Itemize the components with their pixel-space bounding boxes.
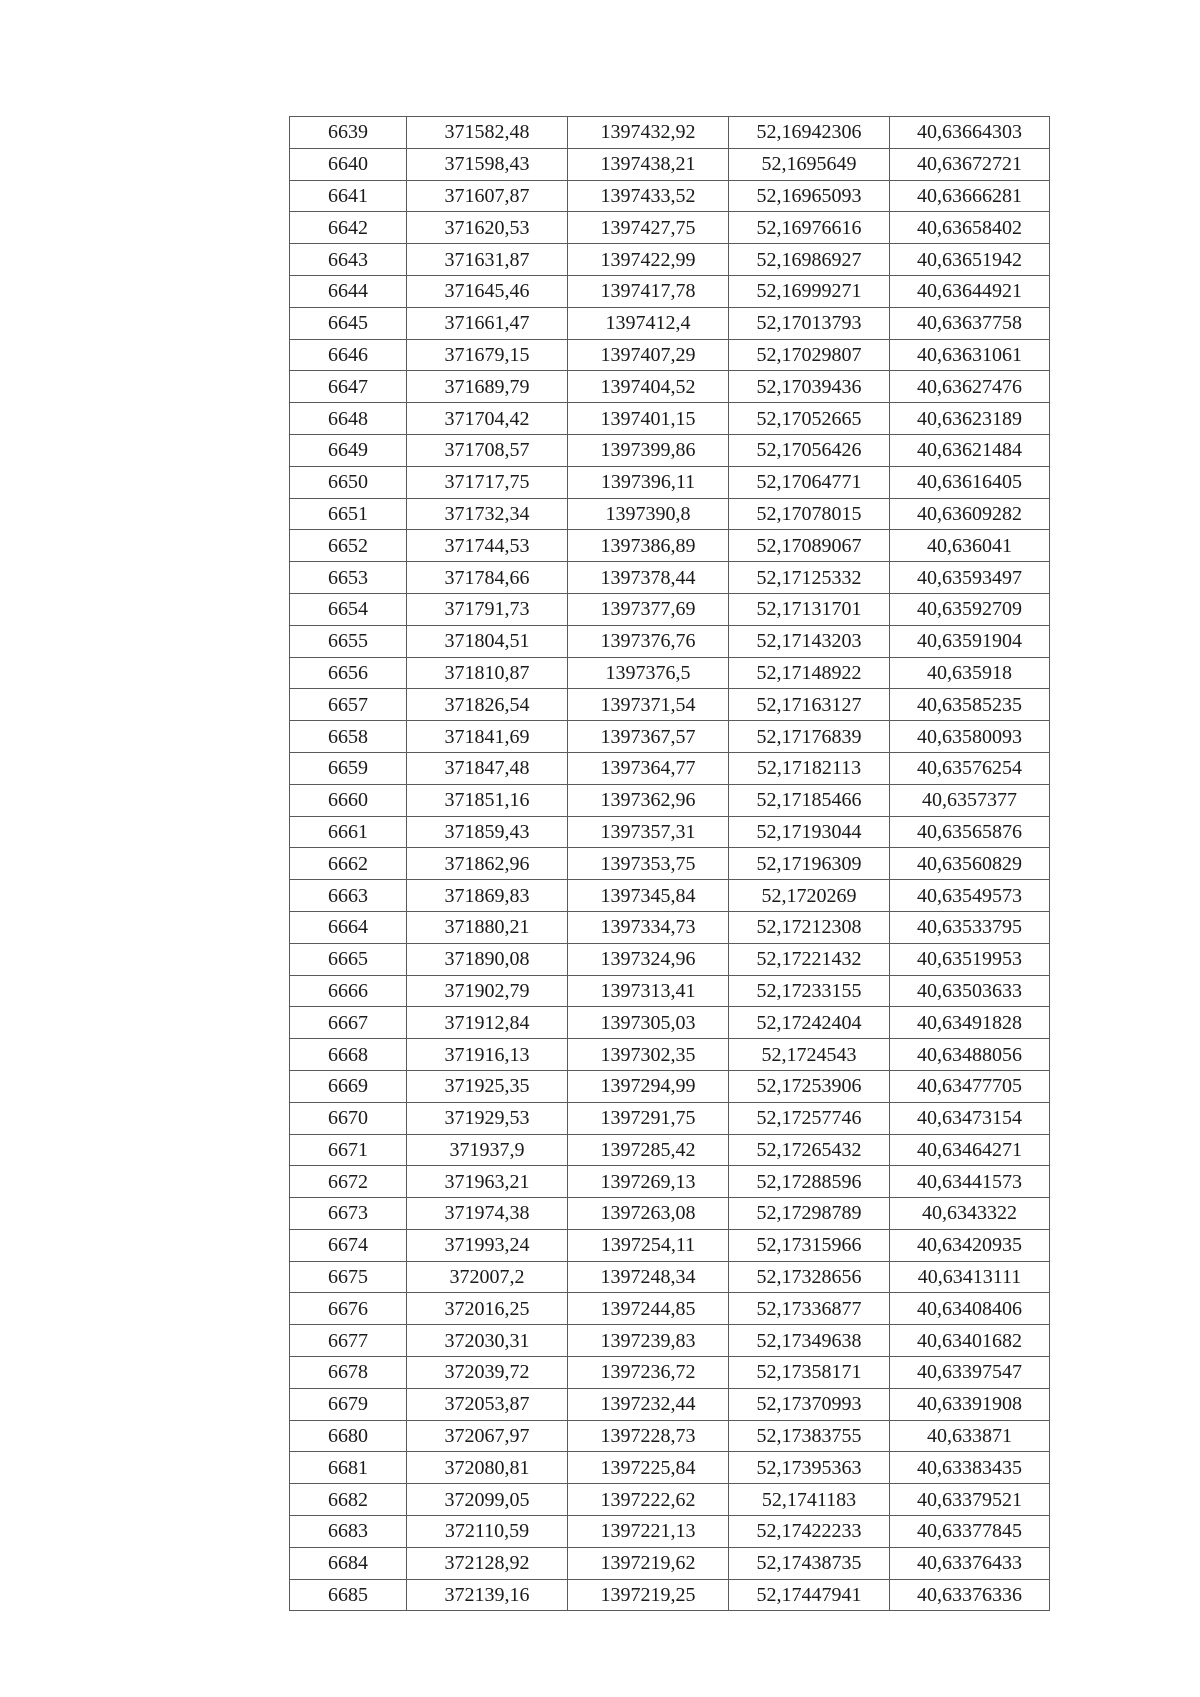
y-coordinate-cell: 1397378,44 [568, 562, 729, 594]
point-number-cell: 6640 [290, 148, 407, 180]
latitude-cell: 52,17336877 [729, 1293, 890, 1325]
table-row [290, 1357, 1050, 1389]
coordinates-table [289, 116, 1050, 1611]
table-row [290, 1293, 1050, 1325]
latitude-cell: 52,17212308 [729, 911, 890, 943]
y-coordinate-cell: 1397432,92 [568, 117, 729, 149]
y-coordinate-cell: 1397390,8 [568, 498, 729, 530]
y-coordinate-cell: 1397362,96 [568, 784, 729, 816]
point-number-cell: 6651 [290, 498, 407, 530]
point-number-cell: 6648 [290, 403, 407, 435]
y-coordinate-cell: 1397285,42 [568, 1134, 729, 1166]
y-coordinate-cell: 1397248,34 [568, 1261, 729, 1293]
longitude-cell: 40,63565876 [890, 816, 1050, 848]
x-coordinate-cell: 371847,48 [407, 752, 568, 784]
longitude-cell: 40,63391908 [890, 1388, 1050, 1420]
latitude-cell: 52,17148922 [729, 657, 890, 689]
point-number-cell: 6641 [290, 180, 407, 212]
point-number-cell: 6666 [290, 975, 407, 1007]
longitude-cell: 40,6343322 [890, 1198, 1050, 1230]
latitude-cell: 52,17029807 [729, 339, 890, 371]
latitude-cell: 52,17125332 [729, 562, 890, 594]
y-coordinate-cell: 1397305,03 [568, 1007, 729, 1039]
point-number-cell: 6643 [290, 244, 407, 276]
point-number-cell: 6681 [290, 1452, 407, 1484]
table-row [290, 466, 1050, 498]
point-number-cell: 6650 [290, 466, 407, 498]
longitude-cell: 40,636041 [890, 530, 1050, 562]
y-coordinate-cell: 1397438,21 [568, 148, 729, 180]
x-coordinate-cell: 372128,92 [407, 1547, 568, 1579]
latitude-cell: 52,17185466 [729, 784, 890, 816]
table-row [290, 593, 1050, 625]
y-coordinate-cell: 1397294,99 [568, 1070, 729, 1102]
table-row [290, 148, 1050, 180]
latitude-cell: 52,17182113 [729, 752, 890, 784]
y-coordinate-cell: 1397364,77 [568, 752, 729, 784]
longitude-cell: 40,6357377 [890, 784, 1050, 816]
x-coordinate-cell: 371880,21 [407, 911, 568, 943]
x-coordinate-cell: 371993,24 [407, 1229, 568, 1261]
latitude-cell: 52,1695649 [729, 148, 890, 180]
table-row [290, 530, 1050, 562]
x-coordinate-cell: 371841,69 [407, 721, 568, 753]
longitude-cell: 40,63477705 [890, 1070, 1050, 1102]
latitude-cell: 52,16976616 [729, 212, 890, 244]
latitude-cell: 52,17383755 [729, 1420, 890, 1452]
x-coordinate-cell: 371937,9 [407, 1134, 568, 1166]
point-number-cell: 6654 [290, 593, 407, 625]
table-row [290, 911, 1050, 943]
longitude-cell: 40,63591904 [890, 625, 1050, 657]
latitude-cell: 52,17221432 [729, 943, 890, 975]
latitude-cell: 52,17233155 [729, 975, 890, 1007]
latitude-cell: 52,17176839 [729, 721, 890, 753]
table-row [290, 339, 1050, 371]
point-number-cell: 6685 [290, 1579, 407, 1611]
longitude-cell: 40,63627476 [890, 371, 1050, 403]
table-row [290, 721, 1050, 753]
longitude-cell: 40,63580093 [890, 721, 1050, 753]
longitude-cell: 40,63644921 [890, 275, 1050, 307]
x-coordinate-cell: 371851,16 [407, 784, 568, 816]
y-coordinate-cell: 1397291,75 [568, 1102, 729, 1134]
table-row [290, 1007, 1050, 1039]
y-coordinate-cell: 1397376,76 [568, 625, 729, 657]
table-row [290, 784, 1050, 816]
latitude-cell: 52,17328656 [729, 1261, 890, 1293]
x-coordinate-cell: 371912,84 [407, 1007, 568, 1039]
longitude-cell: 40,63637758 [890, 307, 1050, 339]
longitude-cell: 40,63383435 [890, 1452, 1050, 1484]
x-coordinate-cell: 371804,51 [407, 625, 568, 657]
table-row [290, 816, 1050, 848]
table-row [290, 943, 1050, 975]
latitude-cell: 52,17288596 [729, 1166, 890, 1198]
y-coordinate-cell: 1397386,89 [568, 530, 729, 562]
table-row [290, 180, 1050, 212]
latitude-cell: 52,17064771 [729, 466, 890, 498]
table-row [290, 1420, 1050, 1452]
table-row [290, 1039, 1050, 1071]
y-coordinate-cell: 1397219,62 [568, 1547, 729, 1579]
longitude-cell: 40,63672721 [890, 148, 1050, 180]
y-coordinate-cell: 1397371,54 [568, 689, 729, 721]
point-number-cell: 6684 [290, 1547, 407, 1579]
x-coordinate-cell: 371925,35 [407, 1070, 568, 1102]
point-number-cell: 6664 [290, 911, 407, 943]
x-coordinate-cell: 371890,08 [407, 943, 568, 975]
y-coordinate-cell: 1397399,86 [568, 434, 729, 466]
latitude-cell: 52,16942306 [729, 117, 890, 149]
latitude-cell: 52,17315966 [729, 1229, 890, 1261]
longitude-cell: 40,63576254 [890, 752, 1050, 784]
table-row [290, 1134, 1050, 1166]
y-coordinate-cell: 1397367,57 [568, 721, 729, 753]
table-row [290, 880, 1050, 912]
x-coordinate-cell: 371810,87 [407, 657, 568, 689]
table-row [290, 657, 1050, 689]
latitude-cell: 52,1724543 [729, 1039, 890, 1071]
x-coordinate-cell: 372030,31 [407, 1325, 568, 1357]
y-coordinate-cell: 1397417,78 [568, 275, 729, 307]
longitude-cell: 40,63664303 [890, 117, 1050, 149]
longitude-cell: 40,63621484 [890, 434, 1050, 466]
x-coordinate-cell: 371708,57 [407, 434, 568, 466]
longitude-cell: 40,63441573 [890, 1166, 1050, 1198]
y-coordinate-cell: 1397222,62 [568, 1484, 729, 1516]
latitude-cell: 52,16999271 [729, 275, 890, 307]
latitude-cell: 52,17349638 [729, 1325, 890, 1357]
x-coordinate-cell: 372080,81 [407, 1452, 568, 1484]
longitude-cell: 40,63592709 [890, 593, 1050, 625]
latitude-cell: 52,16986927 [729, 244, 890, 276]
point-number-cell: 6655 [290, 625, 407, 657]
point-number-cell: 6662 [290, 848, 407, 880]
y-coordinate-cell: 1397377,69 [568, 593, 729, 625]
x-coordinate-cell: 372039,72 [407, 1357, 568, 1389]
x-coordinate-cell: 371631,87 [407, 244, 568, 276]
y-coordinate-cell: 1397225,84 [568, 1452, 729, 1484]
table-row [290, 212, 1050, 244]
point-number-cell: 6639 [290, 117, 407, 149]
table-row [290, 1579, 1050, 1611]
latitude-cell: 52,17039436 [729, 371, 890, 403]
x-coordinate-cell: 371704,42 [407, 403, 568, 435]
longitude-cell: 40,63549573 [890, 880, 1050, 912]
latitude-cell: 52,17395363 [729, 1452, 890, 1484]
point-number-cell: 6670 [290, 1102, 407, 1134]
y-coordinate-cell: 1397404,52 [568, 371, 729, 403]
longitude-cell: 40,63377845 [890, 1516, 1050, 1548]
y-coordinate-cell: 1397302,35 [568, 1039, 729, 1071]
longitude-cell: 40,63519953 [890, 943, 1050, 975]
point-number-cell: 6671 [290, 1134, 407, 1166]
latitude-cell: 52,17193044 [729, 816, 890, 848]
table-row [290, 848, 1050, 880]
y-coordinate-cell: 1397239,83 [568, 1325, 729, 1357]
latitude-cell: 52,17196309 [729, 848, 890, 880]
y-coordinate-cell: 1397244,85 [568, 1293, 729, 1325]
point-number-cell: 6647 [290, 371, 407, 403]
latitude-cell: 52,17438735 [729, 1547, 890, 1579]
latitude-cell: 52,17089067 [729, 530, 890, 562]
x-coordinate-cell: 372067,97 [407, 1420, 568, 1452]
table-row [290, 403, 1050, 435]
x-coordinate-cell: 372016,25 [407, 1293, 568, 1325]
point-number-cell: 6649 [290, 434, 407, 466]
latitude-cell: 52,17131701 [729, 593, 890, 625]
table-row [290, 244, 1050, 276]
latitude-cell: 52,17163127 [729, 689, 890, 721]
table-row [290, 275, 1050, 307]
y-coordinate-cell: 1397263,08 [568, 1198, 729, 1230]
latitude-cell: 52,17447941 [729, 1579, 890, 1611]
longitude-cell: 40,63376433 [890, 1547, 1050, 1579]
y-coordinate-cell: 1397433,52 [568, 180, 729, 212]
y-coordinate-cell: 1397401,15 [568, 403, 729, 435]
point-number-cell: 6661 [290, 816, 407, 848]
longitude-cell: 40,63623189 [890, 403, 1050, 435]
x-coordinate-cell: 371791,73 [407, 593, 568, 625]
point-number-cell: 6645 [290, 307, 407, 339]
table-row [290, 1516, 1050, 1548]
table-row [290, 1484, 1050, 1516]
latitude-cell: 52,17078015 [729, 498, 890, 530]
x-coordinate-cell: 371916,13 [407, 1039, 568, 1071]
y-coordinate-cell: 1397221,13 [568, 1516, 729, 1548]
x-coordinate-cell: 371598,43 [407, 148, 568, 180]
point-number-cell: 6668 [290, 1039, 407, 1071]
table-row [290, 1261, 1050, 1293]
y-coordinate-cell: 1397422,99 [568, 244, 729, 276]
point-number-cell: 6680 [290, 1420, 407, 1452]
table-row [290, 498, 1050, 530]
point-number-cell: 6652 [290, 530, 407, 562]
y-coordinate-cell: 1397228,73 [568, 1420, 729, 1452]
latitude-cell: 52,17013793 [729, 307, 890, 339]
longitude-cell: 40,635918 [890, 657, 1050, 689]
longitude-cell: 40,63533795 [890, 911, 1050, 943]
x-coordinate-cell: 371661,47 [407, 307, 568, 339]
longitude-cell: 40,63488056 [890, 1039, 1050, 1071]
latitude-cell: 52,17422233 [729, 1516, 890, 1548]
table-row [290, 625, 1050, 657]
table-row [290, 1547, 1050, 1579]
x-coordinate-cell: 371679,15 [407, 339, 568, 371]
point-number-cell: 6656 [290, 657, 407, 689]
y-coordinate-cell: 1397427,75 [568, 212, 729, 244]
y-coordinate-cell: 1397407,29 [568, 339, 729, 371]
x-coordinate-cell: 371869,83 [407, 880, 568, 912]
point-number-cell: 6667 [290, 1007, 407, 1039]
latitude-cell: 52,17143203 [729, 625, 890, 657]
point-number-cell: 6674 [290, 1229, 407, 1261]
longitude-cell: 40,63658402 [890, 212, 1050, 244]
coordinates-table-body [290, 117, 1050, 1611]
table-row [290, 975, 1050, 1007]
latitude-cell: 52,17253906 [729, 1070, 890, 1102]
point-number-cell: 6672 [290, 1166, 407, 1198]
point-number-cell: 6677 [290, 1325, 407, 1357]
y-coordinate-cell: 1397324,96 [568, 943, 729, 975]
point-number-cell: 6682 [290, 1484, 407, 1516]
y-coordinate-cell: 1397232,44 [568, 1388, 729, 1420]
latitude-cell: 52,17298789 [729, 1198, 890, 1230]
point-number-cell: 6676 [290, 1293, 407, 1325]
table-row [290, 1388, 1050, 1420]
longitude-cell: 40,63473154 [890, 1102, 1050, 1134]
x-coordinate-cell: 371689,79 [407, 371, 568, 403]
table-row [290, 1070, 1050, 1102]
table-row [290, 307, 1050, 339]
longitude-cell: 40,63651942 [890, 244, 1050, 276]
y-coordinate-cell: 1397345,84 [568, 880, 729, 912]
longitude-cell: 40,63609282 [890, 498, 1050, 530]
point-number-cell: 6646 [290, 339, 407, 371]
latitude-cell: 52,17265432 [729, 1134, 890, 1166]
y-coordinate-cell: 1397334,73 [568, 911, 729, 943]
x-coordinate-cell: 371826,54 [407, 689, 568, 721]
x-coordinate-cell: 371582,48 [407, 117, 568, 149]
table-row [290, 562, 1050, 594]
y-coordinate-cell: 1397254,11 [568, 1229, 729, 1261]
latitude-cell: 52,17257746 [729, 1102, 890, 1134]
longitude-cell: 40,63408406 [890, 1293, 1050, 1325]
x-coordinate-cell: 371620,53 [407, 212, 568, 244]
x-coordinate-cell: 371732,34 [407, 498, 568, 530]
longitude-cell: 40,63666281 [890, 180, 1050, 212]
point-number-cell: 6679 [290, 1388, 407, 1420]
point-number-cell: 6653 [290, 562, 407, 594]
x-coordinate-cell: 372139,16 [407, 1579, 568, 1611]
longitude-cell: 40,63376336 [890, 1579, 1050, 1611]
point-number-cell: 6669 [290, 1070, 407, 1102]
longitude-cell: 40,63585235 [890, 689, 1050, 721]
table-row [290, 434, 1050, 466]
x-coordinate-cell: 372053,87 [407, 1388, 568, 1420]
x-coordinate-cell: 371607,87 [407, 180, 568, 212]
point-number-cell: 6660 [290, 784, 407, 816]
y-coordinate-cell: 1397219,25 [568, 1579, 729, 1611]
longitude-cell: 40,63503633 [890, 975, 1050, 1007]
x-coordinate-cell: 371902,79 [407, 975, 568, 1007]
point-number-cell: 6675 [290, 1261, 407, 1293]
x-coordinate-cell: 372007,2 [407, 1261, 568, 1293]
longitude-cell: 40,63593497 [890, 562, 1050, 594]
x-coordinate-cell: 371744,53 [407, 530, 568, 562]
point-number-cell: 6657 [290, 689, 407, 721]
y-coordinate-cell: 1397236,72 [568, 1357, 729, 1389]
longitude-cell: 40,63464271 [890, 1134, 1050, 1166]
latitude-cell: 52,17370993 [729, 1388, 890, 1420]
longitude-cell: 40,63631061 [890, 339, 1050, 371]
y-coordinate-cell: 1397269,13 [568, 1166, 729, 1198]
longitude-cell: 40,63491828 [890, 1007, 1050, 1039]
y-coordinate-cell: 1397412,4 [568, 307, 729, 339]
latitude-cell: 52,17052665 [729, 403, 890, 435]
latitude-cell: 52,1720269 [729, 880, 890, 912]
table-row [290, 1229, 1050, 1261]
table-row [290, 1452, 1050, 1484]
longitude-cell: 40,63397547 [890, 1357, 1050, 1389]
table-row [290, 1325, 1050, 1357]
point-number-cell: 6644 [290, 275, 407, 307]
latitude-cell: 52,16965093 [729, 180, 890, 212]
longitude-cell: 40,63560829 [890, 848, 1050, 880]
table-row [290, 1166, 1050, 1198]
x-coordinate-cell: 371645,46 [407, 275, 568, 307]
y-coordinate-cell: 1397357,31 [568, 816, 729, 848]
x-coordinate-cell: 371862,96 [407, 848, 568, 880]
point-number-cell: 6665 [290, 943, 407, 975]
x-coordinate-cell: 372110,59 [407, 1516, 568, 1548]
latitude-cell: 52,17358171 [729, 1357, 890, 1389]
x-coordinate-cell: 371974,38 [407, 1198, 568, 1230]
x-coordinate-cell: 371963,21 [407, 1166, 568, 1198]
point-number-cell: 6683 [290, 1516, 407, 1548]
latitude-cell: 52,1741183 [729, 1484, 890, 1516]
point-number-cell: 6659 [290, 752, 407, 784]
point-number-cell: 6678 [290, 1357, 407, 1389]
longitude-cell: 40,63413111 [890, 1261, 1050, 1293]
x-coordinate-cell: 371859,43 [407, 816, 568, 848]
table-row [290, 1198, 1050, 1230]
table-row [290, 371, 1050, 403]
point-number-cell: 6663 [290, 880, 407, 912]
longitude-cell: 40,63616405 [890, 466, 1050, 498]
table-row [290, 689, 1050, 721]
longitude-cell: 40,63379521 [890, 1484, 1050, 1516]
y-coordinate-cell: 1397396,11 [568, 466, 729, 498]
longitude-cell: 40,63401682 [890, 1325, 1050, 1357]
table-row [290, 752, 1050, 784]
x-coordinate-cell: 372099,05 [407, 1484, 568, 1516]
x-coordinate-cell: 371929,53 [407, 1102, 568, 1134]
latitude-cell: 52,17242404 [729, 1007, 890, 1039]
x-coordinate-cell: 371717,75 [407, 466, 568, 498]
y-coordinate-cell: 1397353,75 [568, 848, 729, 880]
y-coordinate-cell: 1397313,41 [568, 975, 729, 1007]
point-number-cell: 6658 [290, 721, 407, 753]
longitude-cell: 40,633871 [890, 1420, 1050, 1452]
table-row [290, 1102, 1050, 1134]
x-coordinate-cell: 371784,66 [407, 562, 568, 594]
latitude-cell: 52,17056426 [729, 434, 890, 466]
table-row [290, 117, 1050, 149]
point-number-cell: 6673 [290, 1198, 407, 1230]
point-number-cell: 6642 [290, 212, 407, 244]
y-coordinate-cell: 1397376,5 [568, 657, 729, 689]
longitude-cell: 40,63420935 [890, 1229, 1050, 1261]
